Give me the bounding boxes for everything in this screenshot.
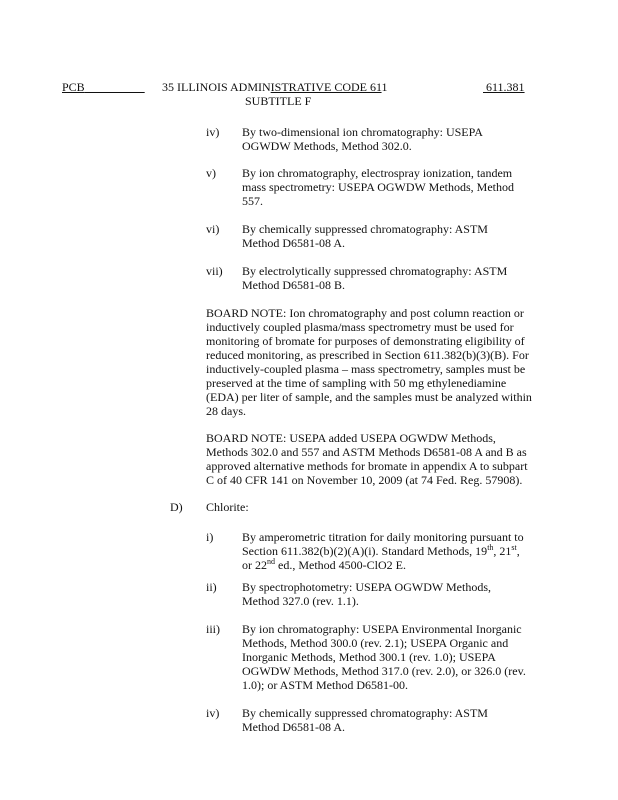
item-number: i): [206, 530, 214, 544]
item-text: By spectrophotometry: USEPA OGWDW Methods, Method 327.0 (rev. 1.1).: [242, 580, 491, 608]
text-run: Section 611.382(b)(2)(A)(i). Standard Methods, 19: [242, 544, 488, 558]
header-left: [62, 80, 145, 94]
section-number: D): [170, 500, 183, 514]
item-text-line: [242, 558, 542, 572]
header-center: [162, 80, 388, 94]
superscript: nd: [267, 557, 275, 566]
header-title-part1: 35 ILLINOIS ADMIN: [162, 80, 271, 94]
section-title: Chlorite:: [206, 500, 249, 514]
item-number: vi): [206, 222, 220, 236]
item-number: ii): [206, 580, 217, 594]
board-note: BOARD NOTE: Ion chromatography and post column reaction or inductively coupled plasma/mass spectrometry must be used for monitoring of bromate for purposes of demonstrating eligibility of reduced monitoring, as prescribed in Section 611.382(b)(3)(B). For inductively-coupled plasma – mass spectrometry, samples must be preserved at the time of sampling with 50 mg ethylenediamine (EDA) per liter of sample, and the samples must be analyzed within 28 days.: [206, 306, 532, 418]
header-section: 611.381: [486, 80, 525, 94]
text-run: ed., Method 4500-ClO2 E.: [275, 558, 406, 572]
item-text: By chemically suppressed chromatography: ASTM Method D6581-08 A.: [242, 222, 488, 250]
item-text: By ion chromatography: USEPA Environmental Inorganic Methods, Method 300.0 (rev. 2.1); USEPA Organic and Inorganic Methods, Method 300.1 (rev. 1.0); USEPA OGWDW Methods, Method 317.0 (rev. 2.0), or 326.0 (rev. 1.0); or ASTM Method D6581-00.: [242, 622, 526, 692]
item-text: By chemically suppressed chromatography: ASTM Method D6581-08 A.: [242, 706, 488, 734]
header-right: [483, 80, 525, 94]
item-text: By two-dimensional ion chromatography: USEPA OGWDW Methods, Method 302.0.: [242, 125, 483, 153]
text-run: , 21: [493, 544, 512, 558]
item-number: v): [206, 166, 216, 180]
item-number: iv): [206, 125, 220, 139]
item-number: iv): [206, 706, 220, 720]
item-number: iii): [206, 622, 220, 636]
header-agency: PCB: [62, 80, 85, 94]
header-title-part2: ISTRATIVE CODE 61: [270, 80, 382, 94]
header-subtitle: SUBTITLE F: [245, 94, 312, 108]
item-text: By ion chromatography, electrospray ionization, tandem mass spectrometry: USEPA OGWDW Methods, Method 557.: [242, 166, 514, 208]
header-left-rule: [85, 80, 145, 94]
superscript: st: [511, 543, 517, 552]
item-text: By electrolytically suppressed chromatography: ASTM Method D6581-08 B.: [242, 264, 508, 292]
text-run: ,: [516, 544, 520, 558]
board-note: BOARD NOTE: USEPA added USEPA OGWDW Methods, Methods 302.0 and 557 and ASTM Methods D6581-08 A and B as approved alternative methods for bromate in appendix A to subpart C of 40 CFR 141 on November 10, 2009 (at 74 Fed. Reg. 57908).: [206, 431, 528, 487]
item-text-line: [242, 544, 542, 558]
item-text-line: By amperometric titration for daily monitoring pursuant to: [242, 530, 524, 544]
item-number: vii): [206, 264, 223, 278]
text-run: or 22: [242, 558, 267, 572]
header-title-part3: 1: [381, 80, 388, 94]
item-text: [242, 530, 542, 572]
superscript: th: [487, 543, 494, 552]
